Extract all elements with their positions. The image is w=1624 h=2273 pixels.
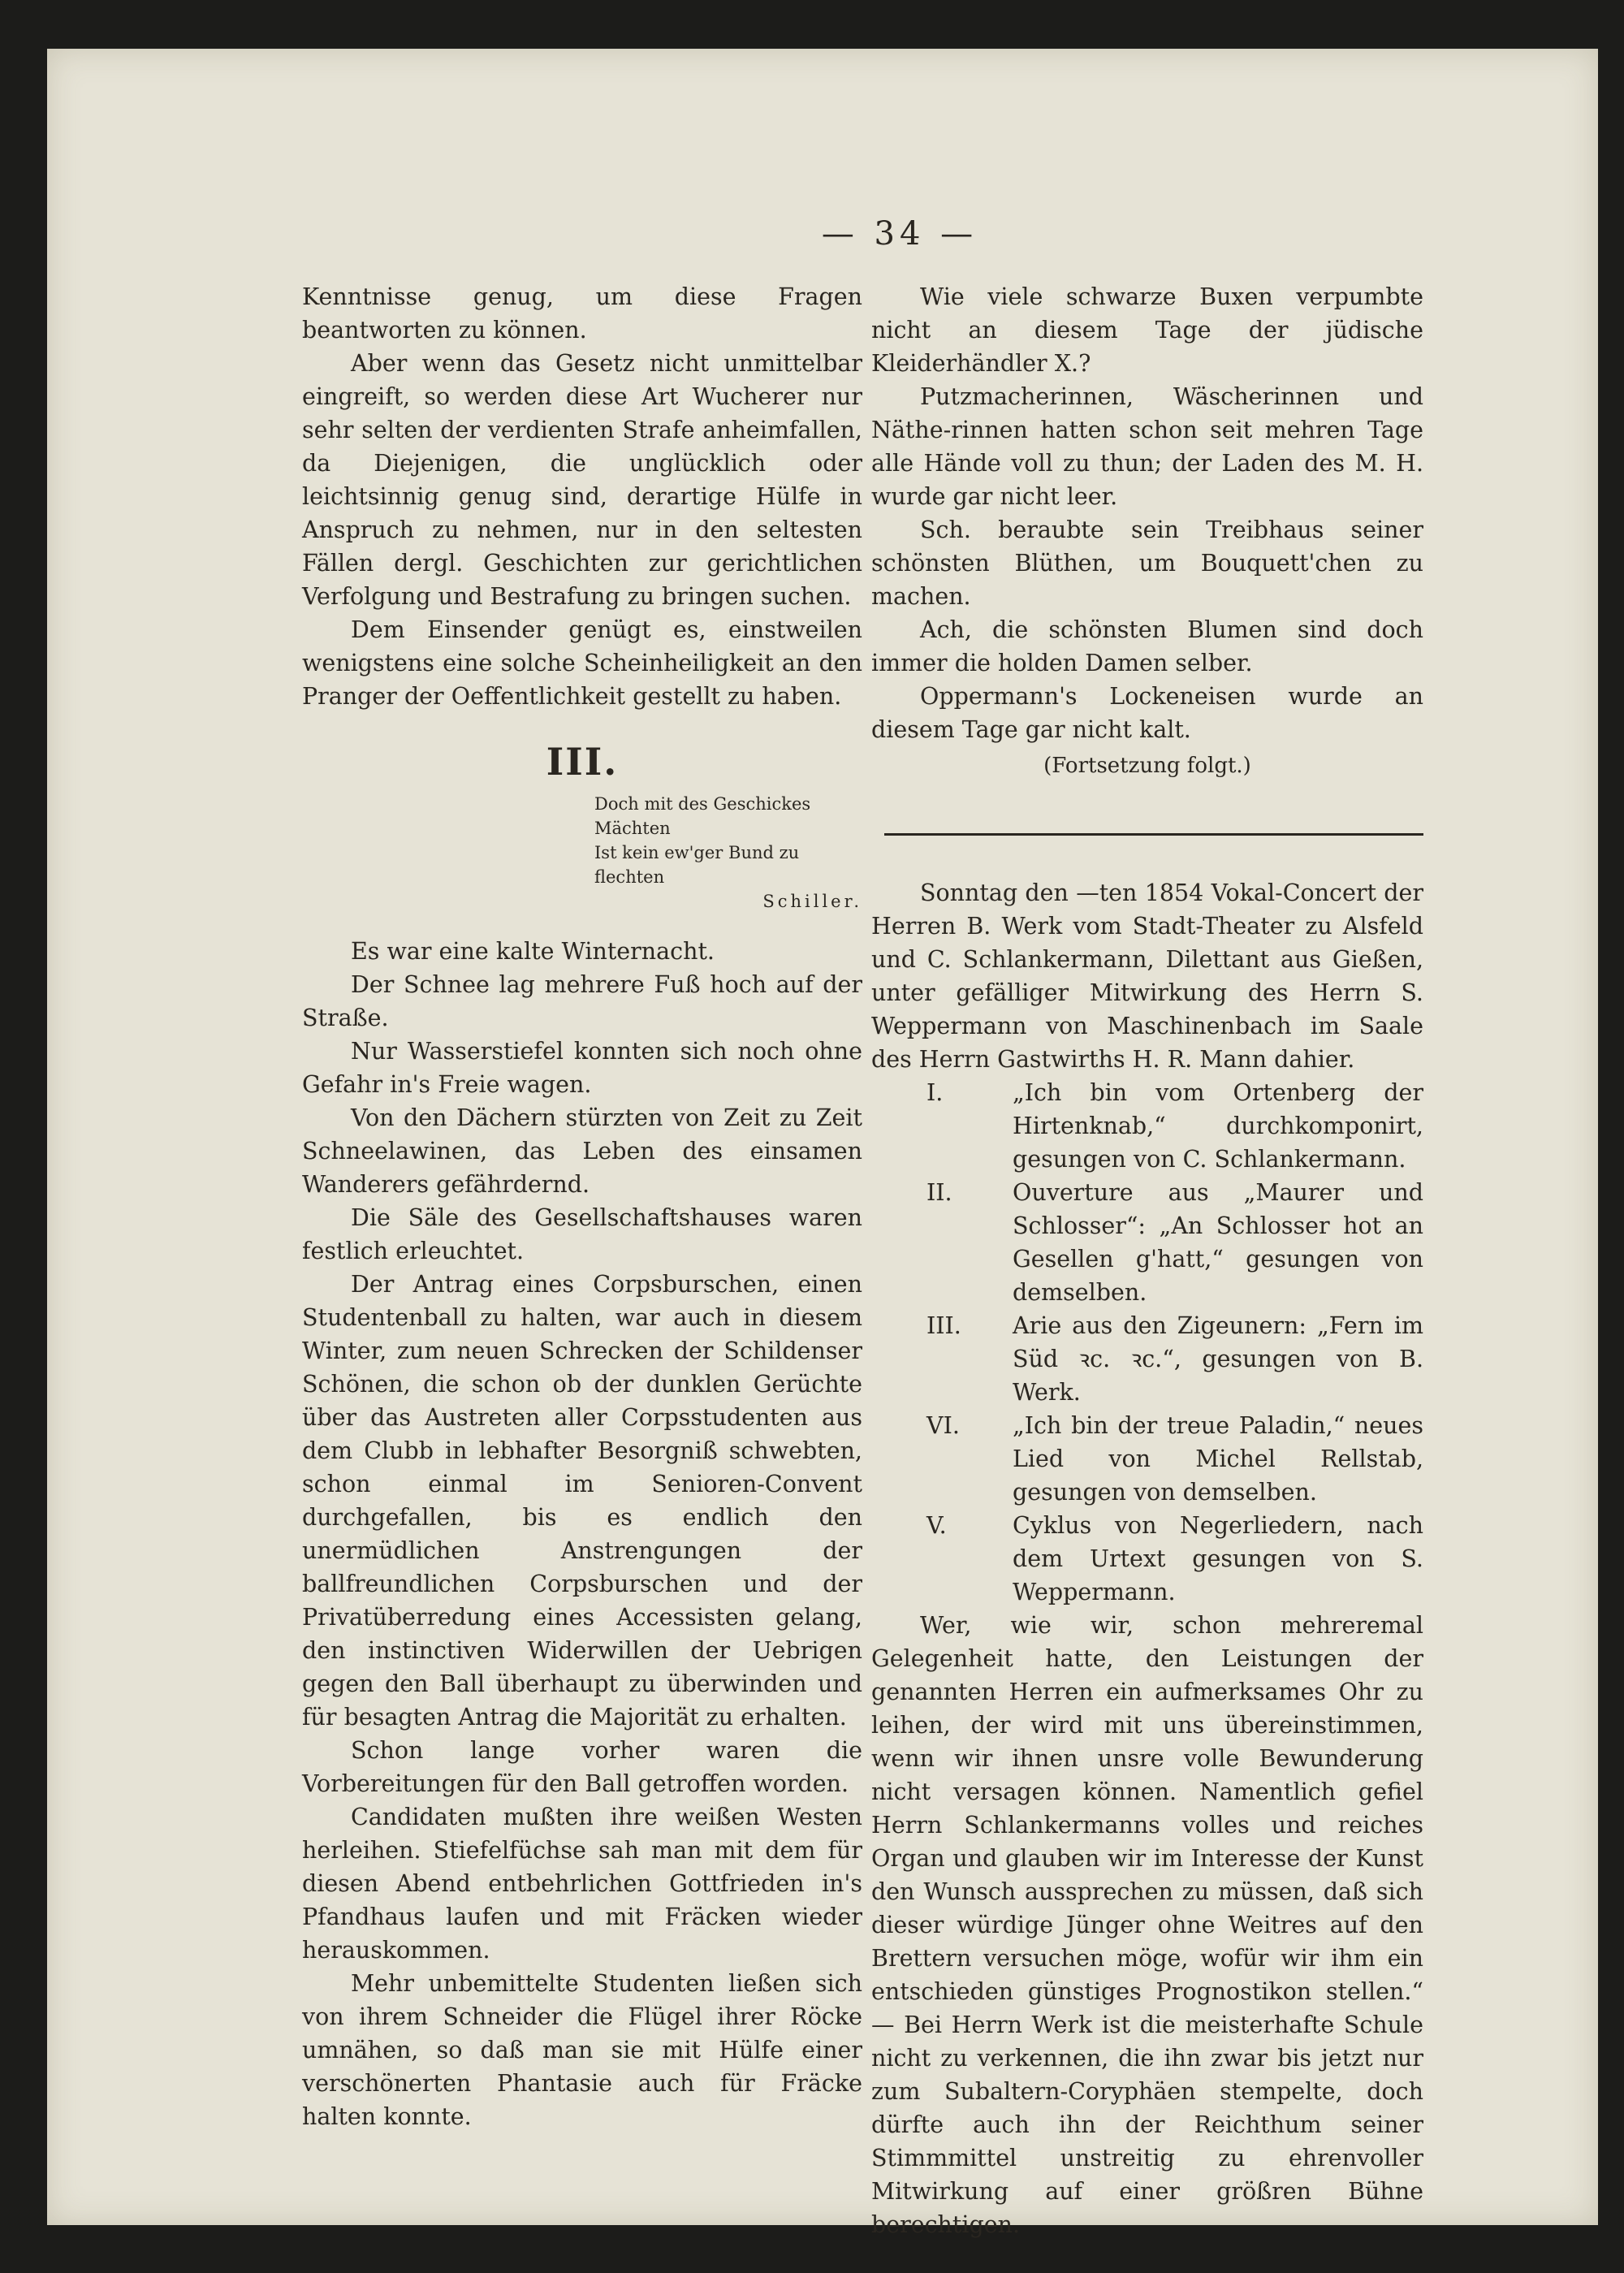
paragraph: Wie viele schwarze Buxen verpumbte nicht an diesem Tage der jüdische Kleiderhändler X.? (871, 283, 1423, 377)
paragraph: Aber wenn das Gesetz nicht unmittelbar eingreift, so werden diese Art Wucherer nur sehr selten der verdienten Strafe anheimfallen, da Diejenigen, die unglücklich oder leichtsinnig genug sind, derartige Hülfe in Anspruch zu nehmen, nur in den seltesten Fällen dergl. Geschichten zur gerichtlichen Verfolgung und Bestrafung zu bringen suchen. (302, 350, 862, 610)
motto-line: Doch mit des Geschickes Mächten (594, 794, 811, 838)
paragraph: Die Säle des Gesellschaftshauses waren festlich erleuchtet. (302, 1204, 862, 1264)
program-text: „Ich bin der treue Paladin,“ neues Lied von Michel Rellstab, gesungen von demselben. (1013, 1412, 1423, 1506)
paragraph: Putzmacherinnen, Wäscherinnen und Näthe-rinnen hatten schon seit mehren Tage alle Hände voll zu thun; der Laden des M. H. wurde gar nicht leer. (871, 383, 1423, 510)
left-column (302, 280, 862, 2133)
paragraph: Schon lange vorher waren die Vorbereitungen für den Ball getroffen worden. (302, 1737, 862, 1797)
program-item (871, 1076, 1423, 1176)
program-text: Arie aus den Zigeunern: „Fern im Süd ꝛc. ꝛc.“, gesungen von B. Werk. (1013, 1312, 1423, 1406)
right-column (871, 280, 1423, 2241)
paragraph: Kenntnisse genug, um diese Fragen beantworten zu können. (302, 283, 862, 344)
program-number: II. (926, 1179, 952, 1206)
program-item (871, 1176, 1423, 1309)
program-item (871, 1409, 1423, 1509)
paragraph: Candidaten mußten ihre weißen Westen herleihen. Stiefelfüchse sah man mit dem für diesen Abend entbehrlichen Gottfrieden in's Pfandhaus laufen und mit Fräcken wieder herauskommen. (302, 1804, 862, 1964)
paragraph: Der Antrag eines Corpsburschen, einen Studentenball zu halten, war auch in diesem Winter, zum neuen Schrecken der Schildenser Schönen, die schon ob der dunklen Gerüchte über das Austreten aller Corpsstudenten aus dem Clubb in lebhafter Besorgniß schwebten, schon einmal im Senioren-Convent durchgefallen, bis es endlich den unermüdlichen Anstrengungen der ballfreundlichen Corpsburschen und der Privatüberredung eines Accessisten gelang, den instinctiven Widerwillen der Uebrigen gegen den Ball überhaupt zu überwinden und für besagten Antrag die Majorität zu erhalten. (302, 1271, 862, 1731)
paragraph: Von den Dächern stürzten von Zeit zu Zeit Schneelawinen, das Leben des einsamen Wanderers gefährdernd. (302, 1104, 862, 1198)
paragraph: Dem Einsender genügt es, einstweilen wenigstens eine solche Scheinheiligkeit an den Pranger der Oeffentlichkeit gestellt zu haben. (302, 616, 862, 710)
paragraph: Sch. beraubte sein Treibhaus seiner schönsten Blüthen, um Bouquett'chen zu machen. (871, 516, 1423, 610)
page-number: — 34 — (821, 215, 978, 253)
program-number: VI. (926, 1412, 960, 1439)
motto-author: Schiller. (762, 892, 862, 911)
paragraph: Nur Wasserstiefel konnten sich noch ohne Gefahr in's Freie wagen. (302, 1038, 862, 1098)
paragraph: Oppermann's Lockeneisen wurde an diesem Tage gar nicht kalt. (871, 683, 1423, 743)
program-item (871, 1309, 1423, 1409)
program-text: Ouverture aus „Maurer und Schlosser“: „An Schlosser hot an Gesellen g'hatt,“ gesungen von demselben. (1013, 1179, 1423, 1306)
section-divider (884, 833, 1423, 836)
paragraph: Ach, die schönsten Blumen sind doch immer die holden Damen selber. (871, 616, 1423, 676)
paragraph: Es war eine kalte Winternacht. (351, 938, 715, 965)
review-paragraph: Wer, wie wir, schon mehreremal Gelegenheit hatte, den Leistungen der genannten Herren ein aufmerksames Ohr zu leihen, der wird mit uns übereinstimmen, wenn wir ihnen unsre volle Bewunderung nicht versagen können. Namentlich gefiel Herrn Schlankermanns volles und reiches Organ und glauben wir im Interesse der Kunst den Wunsch aussprechen zu müssen, daß sich dieser würdige Jünger ohne Weitres auf den Brettern versuchen möge, wofür wir ihm ein entschieden günstiges Prognostikon stellen.“ — Bei Herrn Werk ist die meisterhafte Schule nicht zu verkennen, die ihn zwar bis jetzt nur zum Subaltern-Coryphäen stempelte, doch dürfte auch ihn der Reichthum seiner Stimmmittel unstreitig zu ehrenvoller Mitwirkung auf einer größren Bühne berechtigen. (871, 1612, 1423, 2238)
motto (594, 792, 862, 914)
continued-note: (Fortsetzung folgt.) (1043, 754, 1251, 778)
program-item (871, 1509, 1423, 1609)
motto-line: Ist kein ew'ger Bund zu flechten (594, 843, 800, 887)
section-title: III. (546, 740, 619, 784)
program-text: „Ich bin vom Ortenberg der Hirtenknab,“ durchkomponirt, gesungen von C. Schlankermann. (1013, 1079, 1423, 1173)
concert-intro: Sonntag den —ten 1854 Vokal-Concert der Herren B. Werk vom Stadt-Theater zu Alsfeld und C. Schlankermann, Dilettant aus Gießen, unter gefälliger Mitwirkung des Herrn S. Weppermann von Maschinenbach im Saale des Herrn Gastwirths H. R. Mann dahier. (871, 879, 1423, 1073)
program-number: III. (926, 1312, 961, 1339)
program-text: Cyklus von Negerliedern, nach dem Urtext gesungen von S. Weppermann. (1013, 1512, 1423, 1605)
paragraph: Der Schnee lag mehrere Fuß hoch auf der Straße. (302, 971, 862, 1031)
paragraph: Mehr unbemittelte Studenten ließen sich von ihrem Schneider die Flügel ihrer Röcke umnähen, so daß man sie mit Hülfe einer verschönerten Phantasie auch für Fräcke halten konnte. (302, 1970, 862, 2130)
program-number: I. (926, 1079, 944, 1106)
program-number: V. (926, 1512, 947, 1539)
